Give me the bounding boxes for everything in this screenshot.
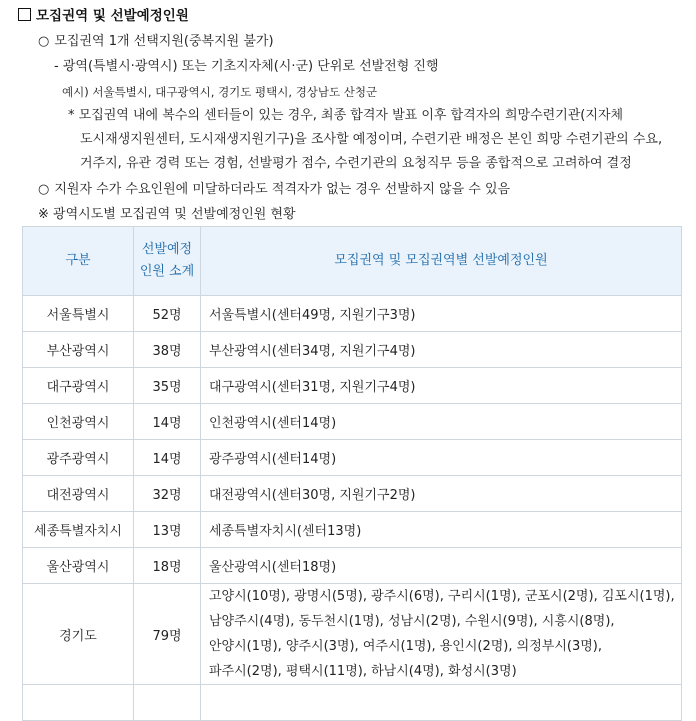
- table-header-row: [23, 227, 682, 296]
- bullet-line-2: [38, 181, 510, 199]
- region-cell: 세종특별자치시: [23, 512, 134, 548]
- region-cell: 경기도: [23, 584, 134, 685]
- circle-bullet-icon: ○: [38, 34, 50, 49]
- detail-line: 고양시(10명), 광명시(5명), 광주시(6명), 구리시(1명), 군포시(2명), 김포시(1명),: [209, 589, 675, 604]
- table-row-partial: [23, 685, 682, 721]
- region-cell: 서울특별시: [23, 296, 134, 332]
- square-bullet-icon: [18, 8, 31, 21]
- region-cell: 대구광역시: [23, 368, 134, 404]
- table-row-gyeonggi: [23, 584, 682, 685]
- header-detail: 모집권역 및 모집권역별 선발예정인원: [201, 227, 682, 296]
- region-cell: 대전광역시: [23, 476, 134, 512]
- detail-cell: 울산광역시(센터18명): [201, 548, 682, 584]
- bullet-line-1: [38, 33, 274, 51]
- detail-cell: 세종특별자치시(센터13명): [201, 512, 682, 548]
- table-row: [23, 476, 682, 512]
- region-cell: 울산광역시: [23, 548, 134, 584]
- detail-cell-multiline: [201, 584, 682, 685]
- sub-line-region-unit: - 광역(특별시·광역시) 또는 기초지자체(시·군) 단위로 선발전형 진행: [54, 59, 439, 74]
- count-cell: 38명: [134, 332, 201, 368]
- detail-cell: 부산광역시(센터34명, 지원기구4명): [201, 332, 682, 368]
- count-cell: 13명: [134, 512, 201, 548]
- region-cell: 광주광역시: [23, 440, 134, 476]
- region-cell: 부산광역시: [23, 332, 134, 368]
- table-row: [23, 368, 682, 404]
- table-row: [23, 332, 682, 368]
- count-cell: 14명: [134, 440, 201, 476]
- table-row: [23, 296, 682, 332]
- count-cell: 35명: [134, 368, 201, 404]
- table-row: [23, 404, 682, 440]
- detail-line: 남양주시(4명), 동두천시(1명), 성남시(2명), 수원시(9명), 시흥시(8명),: [209, 614, 615, 629]
- note-line-2: 도시재생지원센터, 도시재생지원기구)을 조사할 예정이며, 수련기관 배정은 본인 희망 수련기관의 수요,: [80, 132, 663, 147]
- detail-cell: 대전광역시(센터30명, 지원기구2명): [201, 476, 682, 512]
- section-heading-text: 모집권역 및 선발예정인원: [36, 8, 189, 24]
- header-subtotal: [134, 227, 201, 296]
- region-cell: 인천광역시: [23, 404, 134, 440]
- detail-cell: 서울특별시(센터49명, 지원기구3명): [201, 296, 682, 332]
- circle-bullet-icon: ○: [38, 182, 50, 197]
- example-line: 예시) 서울특별시, 대구광역시, 경기도 평택시, 경상남도 산청군: [62, 85, 378, 99]
- header-category: 구분: [23, 227, 134, 296]
- count-cell: 32명: [134, 476, 201, 512]
- count-cell: 14명: [134, 404, 201, 440]
- note-line-3: 거주지, 유관 경력 또는 경험, 선발평가 점수, 수련기관의 요청직무 등을 종합적으로 고려하여 결정: [80, 156, 632, 171]
- table-row: [23, 548, 682, 584]
- region-cell-empty: [23, 685, 134, 721]
- count-cell: 18명: [134, 548, 201, 584]
- detail-cell-empty: [201, 685, 682, 721]
- detail-cell: 인천광역시(센터14명): [201, 404, 682, 440]
- count-cell: 79명: [134, 584, 201, 685]
- header-subtotal-line1: 선발예정: [141, 242, 193, 257]
- recruitment-table: [22, 226, 682, 721]
- count-cell: 52명: [134, 296, 201, 332]
- detail-line: 파주시(2명), 평택시(11명), 하남시(4명), 화성시(3명): [209, 664, 517, 679]
- header-subtotal-line2: 인원 소계: [139, 264, 195, 279]
- detail-cell: 대구광역시(센터31명, 지원기구4명): [201, 368, 682, 404]
- section-heading: [18, 7, 189, 25]
- bullet-line-2-text: 지원자 수가 수요인원에 미달하더라도 적격자가 없는 경우 선발하지 않을 수 있음: [54, 182, 511, 197]
- count-cell-empty: [134, 685, 201, 721]
- bullet-line-1-text: 모집권역 1개 선택지원(중복지원 불가): [54, 34, 274, 49]
- table-row: [23, 440, 682, 476]
- detail-line: 안양시(1명), 양주시(3명), 여주시(1명), 용인시(2명), 의정부시(3명),: [209, 639, 602, 654]
- detail-cell: 광주광역시(센터14명): [201, 440, 682, 476]
- note-line-1: * 모집권역 내에 복수의 센터들이 있는 경우, 최종 합격자 발표 이후 합격자의 희망수련기관(지자체: [68, 108, 624, 123]
- table-caption: ※ 광역시도별 모집권역 및 선발예정인원 현황: [38, 207, 296, 222]
- table-row: [23, 512, 682, 548]
